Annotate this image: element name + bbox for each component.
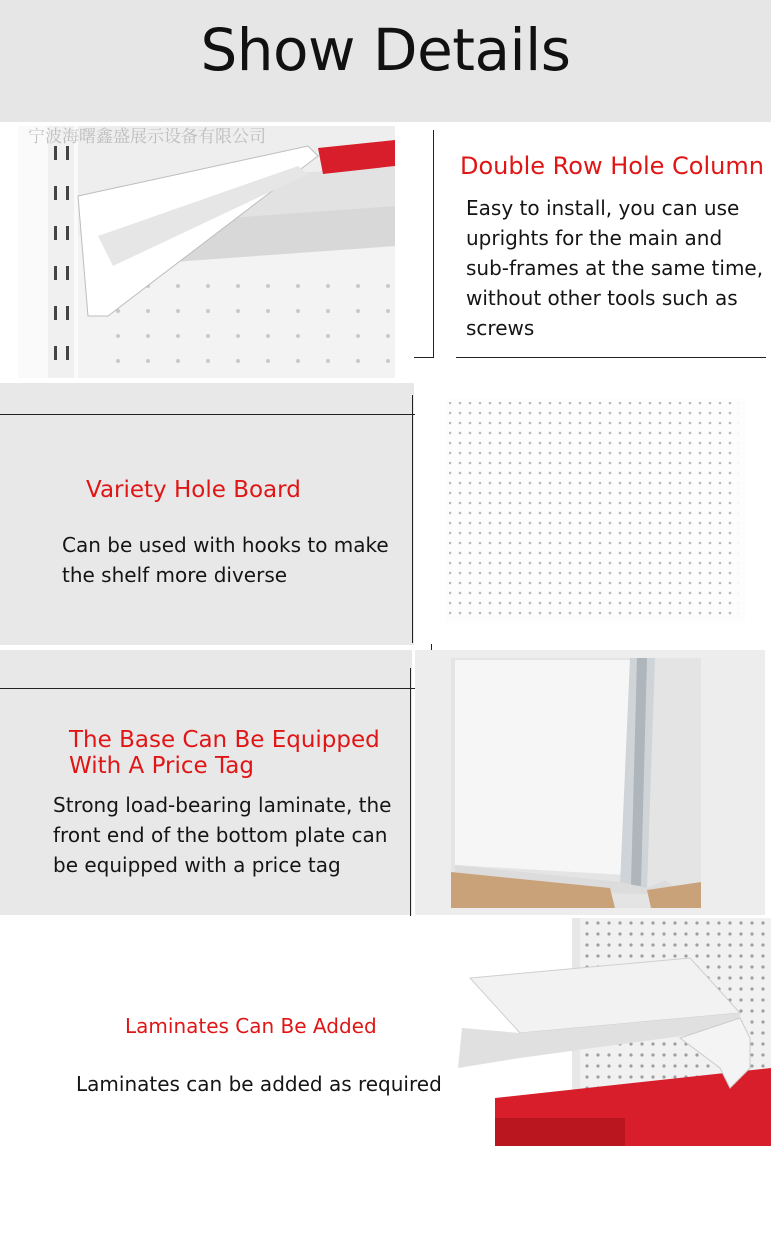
- feature-description: Can be used with hooks to make the shelf more diverse: [62, 533, 389, 587]
- header-banner: [0, 0, 771, 122]
- feature-description: Easy to install, you can use uprights for the main and sub-frames at the same time, without other tools such as screws: [466, 196, 764, 340]
- feature-title-line: With A Price Tag: [69, 753, 254, 779]
- divider: [0, 688, 432, 689]
- divider: [456, 357, 766, 358]
- feature-title: [69, 727, 409, 779]
- feature-description: Strong load-bearing laminate, the front end of the bottom plate can be equipped with a price tag: [53, 793, 392, 877]
- divider: [410, 668, 411, 916]
- feature-title-line: The Base Can Be Equipped: [69, 727, 380, 753]
- divider: [414, 357, 434, 358]
- upright-column-photo: [18, 126, 395, 378]
- laminate-shelf-photo: [450, 918, 771, 1146]
- feature-panel: [0, 383, 414, 645]
- watermark-text: 宁波海曙鑫盛展示设备有限公司: [28, 127, 266, 147]
- divider: [0, 414, 415, 415]
- feature-title: Double Row Hole Column: [460, 152, 764, 180]
- hole-board-photo: [445, 398, 745, 623]
- divider: [433, 130, 434, 358]
- feature-title: Variety Hole Board: [86, 477, 301, 503]
- feature-title: Laminates Can Be Added: [125, 1014, 377, 1038]
- price-tag-base-photo: [415, 650, 765, 915]
- feature-description: Laminates can be added as required: [76, 1072, 442, 1096]
- page-title: Show Details: [200, 16, 571, 84]
- divider: [412, 395, 413, 643]
